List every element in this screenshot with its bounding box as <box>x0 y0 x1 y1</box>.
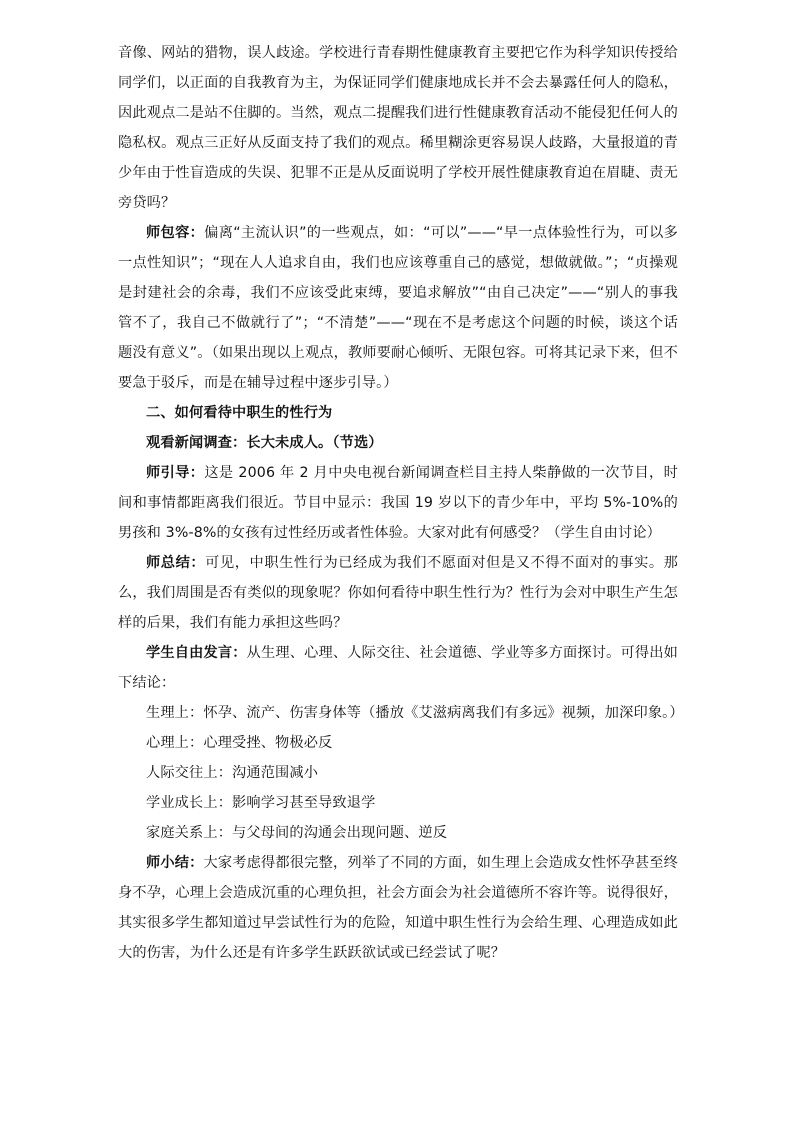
news-subheading: 观看新闻调查：长大未成人。（节选） <box>146 435 383 451</box>
document-body <box>118 38 684 968</box>
teacher-conclusion-label: 师小结： <box>146 855 204 871</box>
paragraph-teacher-guide <box>118 458 678 548</box>
student-speech-text: 从生理、心理、人际交往、社会道德、学业等多方面探讨。可得出如下结论： <box>118 645 678 691</box>
teacher-summary-text: 可见，中职生性行为已经成为我们不愿面对但是又不得不面对的事实。那么，我们周围是否有类似的现象呢？你如何看待中职生性行为？性行为会对中职生产生怎样的后果，我们有能力承担这些吗？ <box>118 555 678 631</box>
teacher-conclusion-text: 大家考虑得都很完整，列举了不同的方面，如生理上会造成女性怀孕甚至终身不孕，心理上会造成沉重的心理负担，社会方面会为社会道德所不容许等。说得很好，其实很多学生都知道过早尝试性行为的危险，知道中职生性行为会给生理、心理造成如此大的伤害，为什么还是有许多学生跃跃欲试或已经尝试了呢？ <box>118 855 679 961</box>
paragraph-teacher-summary <box>118 548 678 638</box>
teacher-summary-label: 师总结： <box>146 555 206 571</box>
teacher-tolerance-label: 师包容： <box>146 225 205 241</box>
teacher-guide-text: 这是 2006 年 2 月中央电视台新闻调查栏目主持人柴静做的一次节目，时间和事情都距离我们很近。节目中显示：我国 19 岁以下的青少年中，平均 5%-10%的男孩和 3%-8%的女孩有过性经历或者性体验。大家对此有何感受？（学生自由讨论） <box>118 465 678 541</box>
teacher-tolerance-text: 偏离“主流认识”的一些观点，如：“可以”——“早一点体验性行为，可以多一点性知识”；“现在人人追求自由，我们也应该尊重自己的感觉，想做就做。”；“贞操观是封建社会的余毒，我们不应该受此束缚，要追求解放”“由自己决定”——“别人的事我管不了，我自己不做就行了”；“不清楚”——“现在不是考虑这个问题的时候，谈这个话题没有意义”。（如果出现以上观点，教师要耐心倾听、无限包容。可将其记录下来，但不要急于驳斥，而是在辅导过程中逐步引导。） <box>118 225 678 391</box>
list-item: 学业成长上：影响学习甚至导致退学 <box>146 795 376 811</box>
paragraph-intro: 音像、网站的猎物，误人歧途。学校进行青春期性健康教育主要把它作为科学知识传授给同学们，以正面的自我教育为主，为保证同学们健康地成长并不会去暴露任何人的隐私，因此观点二是站不住脚的。当然，观点二提醒我们进行性健康教育活动不能侵犯任何人的隐私权。观点三正好从反面支持了我们的观点。稀里糊涂更容易误人歧路，大量报道的青少年由于性盲造成的失误、犯罪不正是从反面说明了学校开展性健康教育迫在眉睫、责无旁贷吗？ <box>118 45 678 211</box>
paragraph-teacher-tolerance <box>118 218 678 398</box>
section-heading-2: 二、如何看待中职生的性行为 <box>146 405 333 421</box>
paragraph-teacher-conclusion <box>118 848 678 968</box>
list-item: 人际交往上：沟通范围减小 <box>146 765 319 781</box>
paragraph-student-speech <box>118 638 678 698</box>
student-speech-label: 学生自由发言： <box>146 645 247 661</box>
teacher-guide-label: 师引导： <box>146 465 205 481</box>
list-item: 家庭关系上：与父母间的沟通会出现问题、逆反 <box>146 825 448 841</box>
list-item: 心理上：心理受挫、物极必反 <box>146 735 333 751</box>
list-item: 生理上：怀孕、流产、伤害身体等（播放《艾滋病离我们有多远》视频，加深印象。） <box>146 705 684 721</box>
